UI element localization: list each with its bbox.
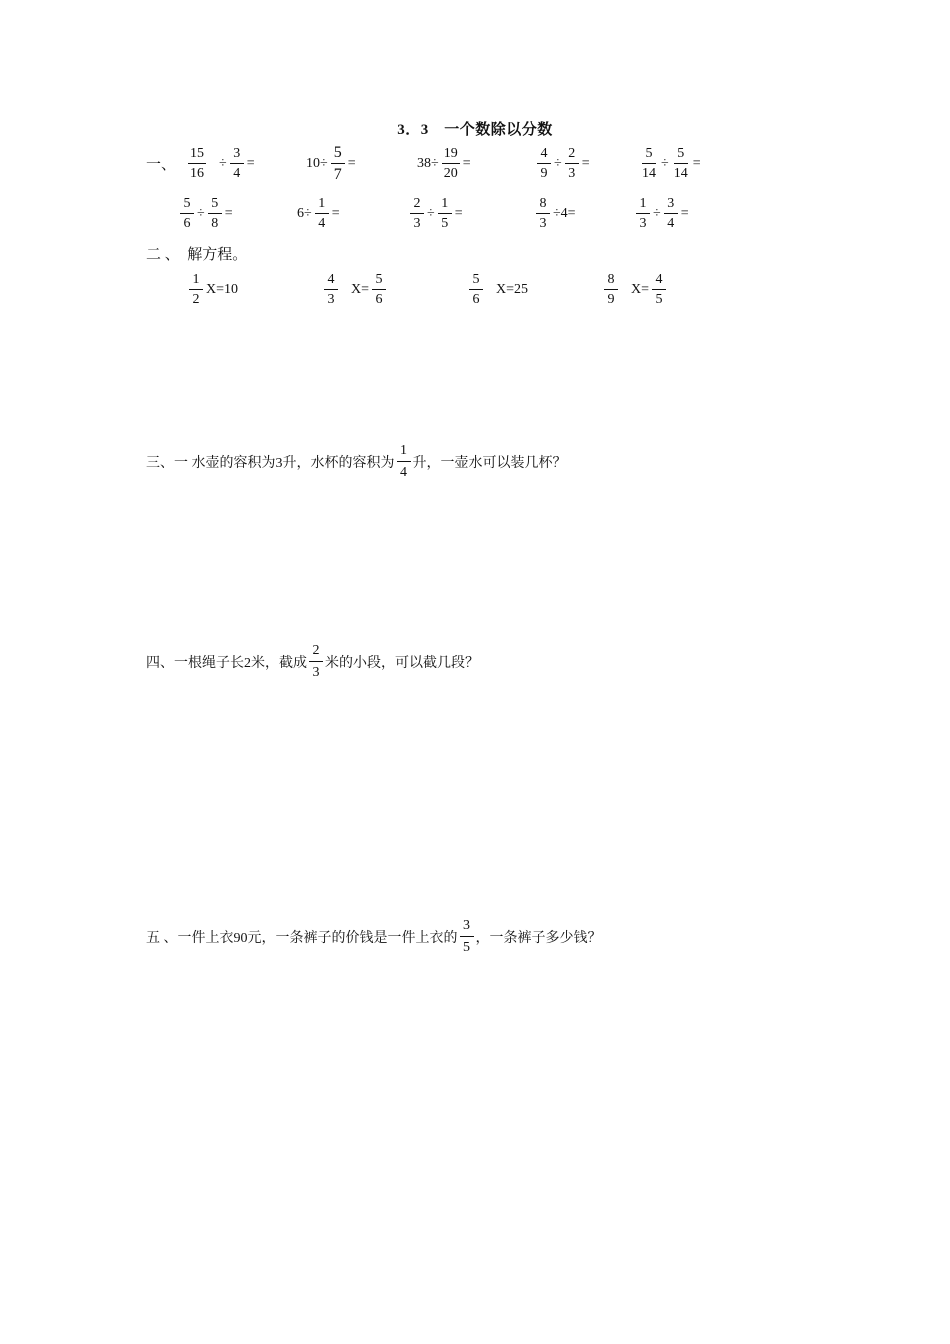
fraction: $\frac{1}{4}$ — [315, 197, 329, 231]
fraction: $\frac{5}{14}$ — [673, 146, 688, 181]
fraction: $\frac{3}{5}$ — [460, 918, 474, 956]
equation-1: $\frac{1}{2}$ X=10 — [187, 273, 239, 307]
fraction: $\frac{4}{5}$ — [652, 273, 666, 307]
section-2-label: 二 、 解方程。 — [146, 247, 248, 263]
expression-1-1: $\frac{15}{16}$ ÷ $\frac{3}{4}$ = — [190, 146, 255, 181]
fraction: $\frac{3}{4}$ — [230, 147, 244, 181]
equation-2: $\frac{4}{3}$ X= $\frac{5}{6}$ — [322, 273, 388, 307]
expression-1-5: $\frac{5}{14}$ ÷ $\frac{5}{14}$ = — [642, 146, 701, 181]
question-5: 五 、一件上衣90元，一条裤子的价钱是一件上衣的 $\frac{3}{5}$ ，一条裤子多少钱？ — [146, 918, 602, 955]
fraction: $\frac{1}{4}$ — [397, 443, 411, 481]
expression-1-2: 10÷ $\frac{5}{7}$ = — [306, 144, 356, 183]
fraction: $\frac{5}{7}$ — [331, 145, 345, 183]
fraction: $\frac{5}{14}$ — [642, 146, 656, 181]
fraction: $\frac{5}{6}$ — [469, 273, 483, 307]
equation-4: $\frac{8}{9}$ X= $\frac{4}{5}$ — [602, 273, 668, 307]
expression-1-3: 38÷ $\frac{19}{20}$ = — [417, 146, 471, 181]
fraction: $\frac{15}{16}$ — [190, 146, 204, 181]
fraction: $\frac{2}{3}$ — [410, 197, 424, 231]
fraction: $\frac{1}{2}$ — [189, 273, 203, 307]
expression-1-4: $\frac{4}{9}$ ÷ $\frac{2}{3}$ = — [535, 147, 591, 181]
page-title: 3．3 一个数除以分数 — [397, 122, 553, 138]
fraction: $\frac{5}{8}$ — [208, 197, 222, 231]
fraction: $\frac{4}{3}$ — [324, 273, 338, 307]
expression-2-2: 6÷ $\frac{1}{4}$ = — [297, 196, 340, 231]
fraction: $\frac{5}{6}$ — [180, 197, 194, 231]
section-1-label: 一、 — [146, 157, 177, 173]
fraction: $\frac{19}{20}$ — [443, 146, 458, 181]
fraction: $\frac{1}{5}$ — [438, 197, 452, 231]
fraction: $\frac{3}{4}$ — [664, 197, 678, 231]
equation-3: $\frac{5}{6}$ X=25 — [467, 273, 529, 307]
fraction: $\frac{2}{3}$ — [565, 147, 579, 181]
expression-2-3: $\frac{2}{3}$ ÷ $\frac{1}{5}$ = — [408, 197, 464, 231]
question-3: 三、一 水壶的容积为3升，水杯的容积为 $\frac{1}{4}$ 升，一壶水可以装几杯？ — [146, 443, 567, 480]
fraction: $\frac{8}{9}$ — [604, 273, 618, 307]
fraction: $\frac{4}{9}$ — [537, 147, 551, 181]
fraction: $\frac{5}{6}$ — [372, 273, 386, 307]
fraction: $\frac{2}{3}$ — [309, 643, 323, 681]
fraction: $\frac{8}{3}$ — [536, 197, 550, 231]
fraction: $\frac{1}{3}$ — [636, 197, 650, 231]
question-4: 四、一根绳子长2米，截成 $\frac{2}{3}$ 米的小段，可以截几段？ — [146, 643, 479, 680]
expression-2-4: $\frac{8}{3}$ ÷4= — [534, 197, 577, 231]
expression-2-5: $\frac{1}{3}$ ÷ $\frac{3}{4}$ = — [634, 197, 690, 231]
expression-2-1: $\frac{5}{6}$ ÷ $\frac{5}{8}$ = — [178, 197, 234, 231]
